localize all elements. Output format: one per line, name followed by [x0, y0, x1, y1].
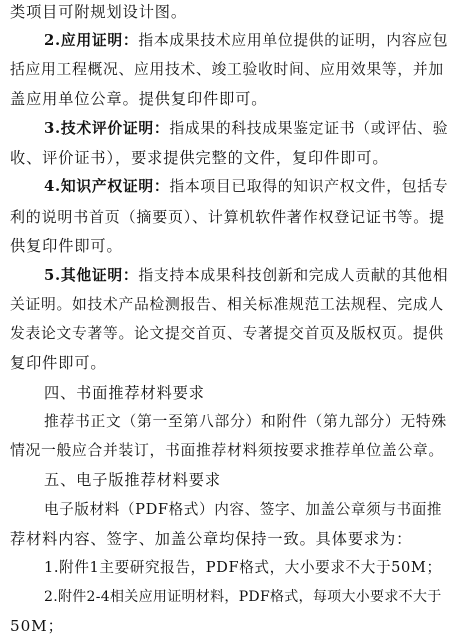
section-4-line-2: 情况一般应合并装订，书面推荐材料须按要求推荐单位盖公章。: [10, 442, 444, 460]
ip-proof-text: 指本项目已取得的知识产权文件，包括专: [169, 178, 449, 196]
evaluation-proof-paragraph-line-2: 收、评价证书），要求提供完整的文件，复印件即可。: [10, 149, 389, 168]
evaluation-proof-text: 指成果的科技成果鉴定证书（或评估、验: [169, 120, 449, 138]
application-proof-paragraph-line-1: [44, 31, 448, 51]
section-5-item-2-line-1: 2.附件2-4相关应用证明材料，PDF格式，每项大小要求不大于: [44, 588, 442, 605]
other-proof-label: 5.其他证明：: [44, 266, 139, 284]
other-proof-text: 指支持本成果科技创新和完成人贡献的其他相: [138, 266, 449, 284]
evaluation-proof-paragraph-line-1: [44, 119, 448, 139]
intro-tail-text: 类项目可附规划设计图。: [10, 2, 187, 21]
ip-proof-paragraph-line-2: 利的说明书首页（摘要页）、计算机软件著作权登记证书等。提: [10, 207, 445, 226]
section-4-line-1: 推荐书正文（第一至第八部分）和附件（第九部分）无特殊: [44, 413, 447, 431]
section-5-item-2-line-2: 50M；: [10, 617, 64, 635]
ip-proof-paragraph-line-1: [44, 177, 448, 197]
section-5-item-1: 1.附件1主要研究报告，PDF格式，大小要求不大于50M；: [44, 558, 442, 576]
application-proof-text: 指本成果技术应用单位提供的证明，内容应包: [138, 31, 449, 49]
section-5-line-1: 电子版材料（PDF格式）内容、签字、加盖公章须与书面推: [44, 500, 443, 518]
application-proof-paragraph-line-2: 括应用工程概况、应用技术、竣工验收时间、应用效果等，并加: [10, 61, 444, 78]
ip-proof-paragraph-line-3: 供复印件即可。: [10, 236, 123, 255]
evaluation-proof-label: 3.技术评价证明：: [44, 120, 170, 138]
ip-proof-label: 4.知识产权证明：: [44, 178, 170, 196]
section-5-line-2: 荐材料内容、签字、加盖公章均保持一致。具体要求为：: [10, 529, 413, 548]
other-proof-paragraph-line-4: 复印件即可。: [10, 354, 107, 372]
section-5-heading: 五、电子版推荐材料要求: [44, 471, 221, 490]
application-proof-paragraph-line-3: 盖应用单位公章。提供复印件即可。: [10, 90, 268, 109]
other-proof-paragraph-line-2: 关证明。如技术产品检测报告、相关标准规范工法规程、完成人: [10, 295, 444, 313]
other-proof-paragraph-line-1: [44, 266, 448, 286]
application-proof-label: 2.应用证明：: [44, 31, 139, 49]
other-proof-paragraph-line-3: 发表论文专著等。论文提交首页、专著提交首页及版权页。提供: [10, 324, 444, 342]
section-4-heading: 四、书面推荐材料要求: [44, 384, 205, 402]
